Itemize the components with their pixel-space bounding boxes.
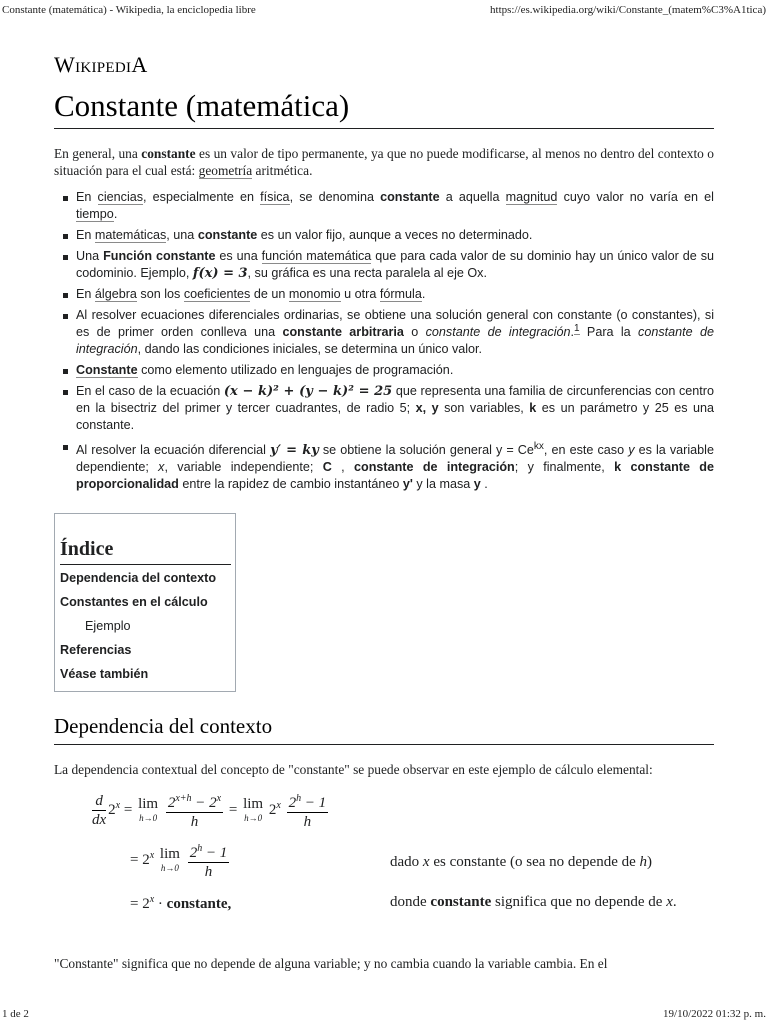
link-matematicas[interactable]: matemáticas bbox=[94, 228, 167, 242]
toc-item-dependencia[interactable]: Dependencia del contexto bbox=[60, 571, 217, 585]
toc-item-referencias[interactable]: Referencias bbox=[60, 643, 132, 657]
lead-paragraph: En general, una constante es un valor de tipo permanente, ya que no puede modificarse, al menos no dentro del contexto o situación para el cual está: geometría aritmética. bbox=[54, 146, 714, 178]
link-geometria[interactable]: geometría bbox=[198, 163, 253, 178]
list-item: En álgebra son los coeficientes de un monomio u otra fórmula. bbox=[76, 286, 714, 303]
page-title: Constante (matemática) bbox=[54, 88, 714, 129]
section-heading: Dependencia del contexto bbox=[54, 712, 714, 745]
link-formula[interactable]: fórmula bbox=[379, 287, 422, 301]
print-date: 19/10/2022 01:32 p. m. bbox=[663, 1008, 766, 1020]
equation-block bbox=[54, 790, 714, 925]
list-item: En matemáticas, una constante es un valor fijo, aunque a veces no determinado. bbox=[76, 227, 714, 244]
link-ciencias[interactable]: ciencias bbox=[97, 190, 144, 204]
table-of-contents bbox=[54, 513, 236, 692]
reference-link[interactable]: 1 bbox=[574, 322, 580, 334]
list-item: Una Función constante es una función matemática que para cada valor de su dominio hay un único valor de su codominio. Ejemplo, f(x) = 3, su gráfica es una recta paralela al eje Ox. bbox=[76, 249, 714, 281]
section-paragraph-2: "Constante" significa que no depende de alguna variable; y no cambia cuando la variable cambia. En el bbox=[54, 956, 608, 971]
toc-item-constantes-calculo[interactable]: Constantes en el cálculo bbox=[60, 595, 208, 609]
print-footer bbox=[0, 1008, 768, 1022]
section-dependencia bbox=[54, 712, 714, 925]
toc-item-vease-tambien[interactable]: Véase también bbox=[60, 667, 149, 681]
article-body bbox=[54, 50, 714, 497]
toc-title: Índice bbox=[60, 538, 231, 565]
equation-row-2: = $2^x$ lim h→0 $\frac{2^h - 1}{h}$ bbox=[130, 840, 231, 881]
link-funcion-matematica[interactable]: función matemática bbox=[261, 249, 372, 263]
link-algebra[interactable]: álgebra bbox=[94, 287, 137, 301]
print-page-title: Constante (matemática) - Wikipedia, la enciclopedia libre bbox=[2, 4, 256, 16]
list-item: Al resolver la ecuación diferencial y′ = ky se obtiene la solución general $y = Ce^{kx}$, en este caso y es la variable dependiente; x, variable independiente; C , constante de integración; y finalmente, k constante de proporcionalidad entre la rapidez de cambio instantáneo y' y la masa y . bbox=[76, 438, 714, 493]
link-fisica[interactable]: física bbox=[260, 190, 290, 204]
math-formula: y′ = ky bbox=[270, 443, 319, 459]
link-monomio[interactable]: monomio bbox=[288, 287, 341, 301]
equation-row-1: $\frac{d}{dx}$ $2^x = \lim$ h→0 $\frac{2^{x+h} - 2^x}{h}$ = lim h→0 2$^x$ $\frac{2^h - 1}{h}$ bbox=[90, 790, 330, 831]
link-magnitud[interactable]: magnitud bbox=[505, 190, 558, 204]
bullet-list bbox=[54, 189, 714, 493]
print-header bbox=[0, 4, 768, 18]
section-paragraph: La dependencia contextual del concepto de "constante" se puede observar en este ejemplo de cálculo elemental: bbox=[54, 762, 653, 777]
list-item: Al resolver ecuaciones diferenciales ordinarias, se obtiene una solución general con constante (o constantes), si es de primer orden conlleva una constante arbitraria o constante de integración.$^1$ Para la constante de integración, dando las condiciones iniciales, se determina un único valor. bbox=[76, 308, 714, 356]
toc-item-ejemplo[interactable]: Ejemplo bbox=[85, 619, 131, 633]
equation-condition-2: donde constante significa que no depende de x. bbox=[390, 894, 677, 910]
math-formula: f(x) = 3 bbox=[192, 266, 248, 281]
print-page-number: 1 de 2 bbox=[2, 1008, 29, 1020]
link-coeficientes[interactable]: coeficientes bbox=[183, 287, 251, 301]
equation-condition-1: dado x es constante (o sea no depende de h) bbox=[390, 854, 653, 870]
wikipedia-wordmark[interactable]: WikipediA bbox=[54, 52, 148, 77]
math-formula: (x − k)² + (y − k)² = 25 bbox=[223, 384, 393, 399]
link-tiempo[interactable]: tiempo bbox=[76, 207, 114, 221]
list-item: En ciencias, especialmente en física, se denomina constante a aquella magnitud cuyo valor no varía en el tiempo. bbox=[76, 190, 714, 221]
link-constante[interactable]: Constante bbox=[76, 363, 138, 377]
list-item: Constante como elemento utilizado en lenguajes de programación. bbox=[76, 362, 714, 379]
equation-row-3: = $2^x$ · constante, bbox=[130, 894, 232, 912]
list-item: En el caso de la ecuación (x − k)² + (y − k)² = 25 que representa una familia de circunferencias con centro en la bisectriz del primer y tercer cuadrantes, de radio 5; x, y son variables, k es un parámetro y 25 es una constante. bbox=[76, 384, 714, 432]
print-url: https://es.wikipedia.org/wiki/Constante_(matem%C3%A1tica) bbox=[490, 4, 766, 16]
